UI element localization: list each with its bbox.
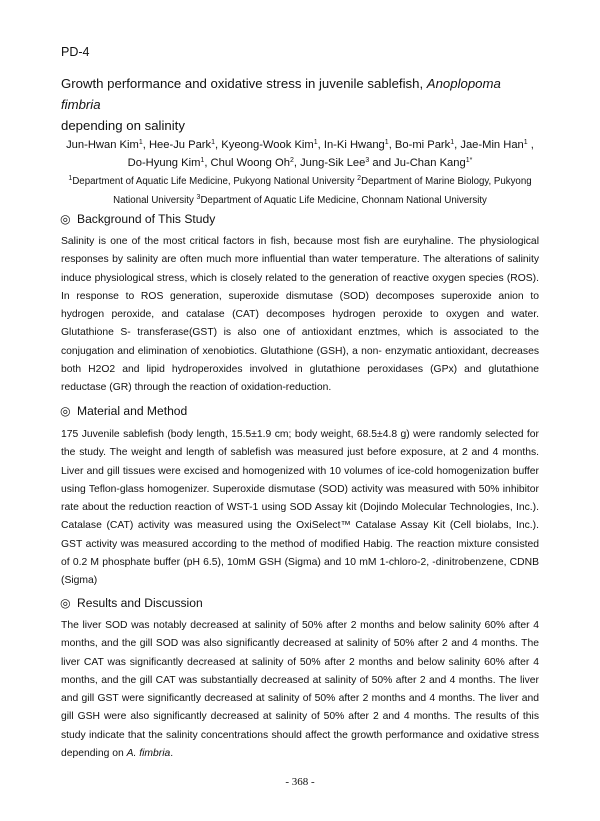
author-affiliation-marker: 1*	[465, 157, 473, 164]
author-name: Kyeong-Wook Kim	[221, 139, 314, 151]
author-name: Hee-Ju Park	[148, 139, 212, 151]
author-separator: ,	[388, 139, 395, 151]
presentation-code: PD-4	[61, 45, 90, 59]
affiliation-text: Department of Marine Biology, Pukyong National University	[113, 176, 532, 206]
affiliation-text: Department of Aquatic Life Medicine, Pukyong National University	[72, 176, 358, 187]
author-name: Jun-Hwan Kim	[66, 139, 139, 151]
author-affiliation-marker: 1	[138, 139, 143, 146]
author-affiliation-marker: 2	[289, 157, 294, 164]
author-affiliation-marker: 1	[450, 139, 455, 146]
author-name: Ju-Chan Kang	[394, 157, 466, 169]
author-affiliation-marker: 1	[313, 139, 318, 146]
author-affiliation-marker: 3	[365, 157, 370, 164]
background-paragraph	[61, 233, 539, 398]
author-name: Jung-Sik Lee	[300, 157, 366, 169]
author-separator: ,	[527, 139, 534, 151]
results-paragraph	[61, 617, 539, 763]
section-heading-methods	[60, 403, 187, 419]
affiliation-list	[58, 172, 542, 210]
author-separator: ,	[215, 139, 222, 151]
affiliation-marker: 3	[196, 194, 201, 201]
section-bullet-icon: ◎	[60, 596, 71, 610]
author-list	[58, 136, 542, 172]
author-separator: ,	[142, 139, 149, 151]
author-separator: ,	[204, 157, 211, 169]
author-affiliation-marker: 1	[200, 157, 205, 164]
affiliation-text: Department of Aquatic Life Medicine, Chonnam National University	[200, 195, 487, 206]
author-name: In-Ki Hwang	[323, 139, 385, 151]
section-heading-label: Material and Method	[77, 404, 188, 418]
background-text: Salinity is one of the most critical factors in fish, because most fish are euryhaline. The physiological responses by salinity are often much more influential than water temperature. The alterations of salinity induce physiological stress, which is closely related to the generation of reactive oxygen species (ROS). In response to ROS generation, superoxide dismutase (SOD) decomposes superoxide anion to hydrogen peroxide, and catalase (CAT) decomposes hydrogen peroxide to oxygen and water. Glutathione S- transferase(GST) is also one of antioxidant enztmes, which is associated to the conjugation and elimination of xenobiotics. Glutathione (GSH), a non- enzymatic antioxidant, decreases both H2O2 and lipid hydroperoxides involved in glutathione peroxidases (GPx) and glutathione reductase (GR) through the reaction of oxidation-reduction.	[61, 236, 539, 394]
methods-paragraph	[61, 426, 539, 591]
paper-title-end: depending on salinity	[61, 118, 185, 133]
section-heading-label: Results and Discussion	[77, 596, 203, 610]
author-name: Chul Woong Oh	[210, 157, 290, 169]
author-affiliation-marker: 1	[523, 139, 528, 146]
paper-title	[61, 73, 543, 136]
paper-title-main: Growth performance and oxidative stress in juvenile sablefish,	[61, 76, 427, 91]
results-period: .	[170, 748, 174, 760]
author-affiliation-marker: 1	[384, 139, 389, 146]
methods-text: 175 Juvenile sablefish (body length, 15.5±1.9 cm; body weight, 68.5±4.8 g) were randomly selected for the study. The weight and length of sablefish was measured just before exposure, at 2 and 4 months. Liver and gill tissues were excised and homogenized with 10 volumes of ice-cold homogenization buffer using Teflon-glass homogenizer. Superoxide dismutase (SOD) activity was measured with 50% inhibitor rate about the reduction reaction of WST-1 using SOD Assay kit (Dojindo Molecular Technologies, Inc.). Catalase (CAT) activity was measured using the OxiSelect™ Catalase Assay Kit (Cell biolabs, Inc.). GST activity was measured according to the method of modified Habig. The reaction mixture consisted of 0.2 M phosphate buffer (pH 6.5), 10mM GSH (Sigma) and 10 mM 1-chloro-2, -dinitrobenzene, CDNB (Sigma)	[61, 429, 539, 587]
author-name: Do-Hyung Kim	[127, 157, 201, 169]
section-heading-background	[60, 211, 215, 227]
section-bullet-icon: ◎	[60, 212, 71, 226]
affiliation-marker: 1	[68, 175, 73, 182]
author-name: Jae-Min Han	[460, 139, 524, 151]
results-text: The liver SOD was notably decreased at salinity of 50% after 2 months and below salinity 60% after 4 months, and the gill SOD was also significantly decreased at salinity of 50% after 2 and 4 months. The liver CAT was significantly decreased at salinity of 50% after 2 months and below salinity 60% after 4 months, and the gill CAT was substantially decreased at salinity of 50% after 2 and 4 months. The liver and gill GST were significantly decreased at salinity of 50% after 2 months and 4 months. The liver and gill GSH were also significantly decreased at salinity of 50% after 2 and 4 months. The results of this study indicate that the salinity concentrations should affect the growth performance and oxidative stress depending on	[61, 620, 539, 760]
author-name: Bo-mi Park	[394, 139, 451, 151]
section-heading-label: Background of This Study	[77, 212, 216, 226]
author-affiliation-marker: 1	[211, 139, 216, 146]
page-number: - 368 -	[285, 776, 315, 788]
author-separator: ,	[454, 139, 461, 151]
author-separator: ,	[293, 157, 301, 169]
section-heading-results	[60, 595, 203, 611]
author-separator: and	[369, 157, 395, 169]
species-name: A. fimbria	[126, 748, 171, 760]
section-bullet-icon: ◎	[60, 404, 71, 418]
affiliation-marker: 2	[357, 175, 362, 182]
author-separator: ,	[317, 139, 324, 151]
paper-title-species: Anoplopoma fimbria	[61, 76, 501, 112]
